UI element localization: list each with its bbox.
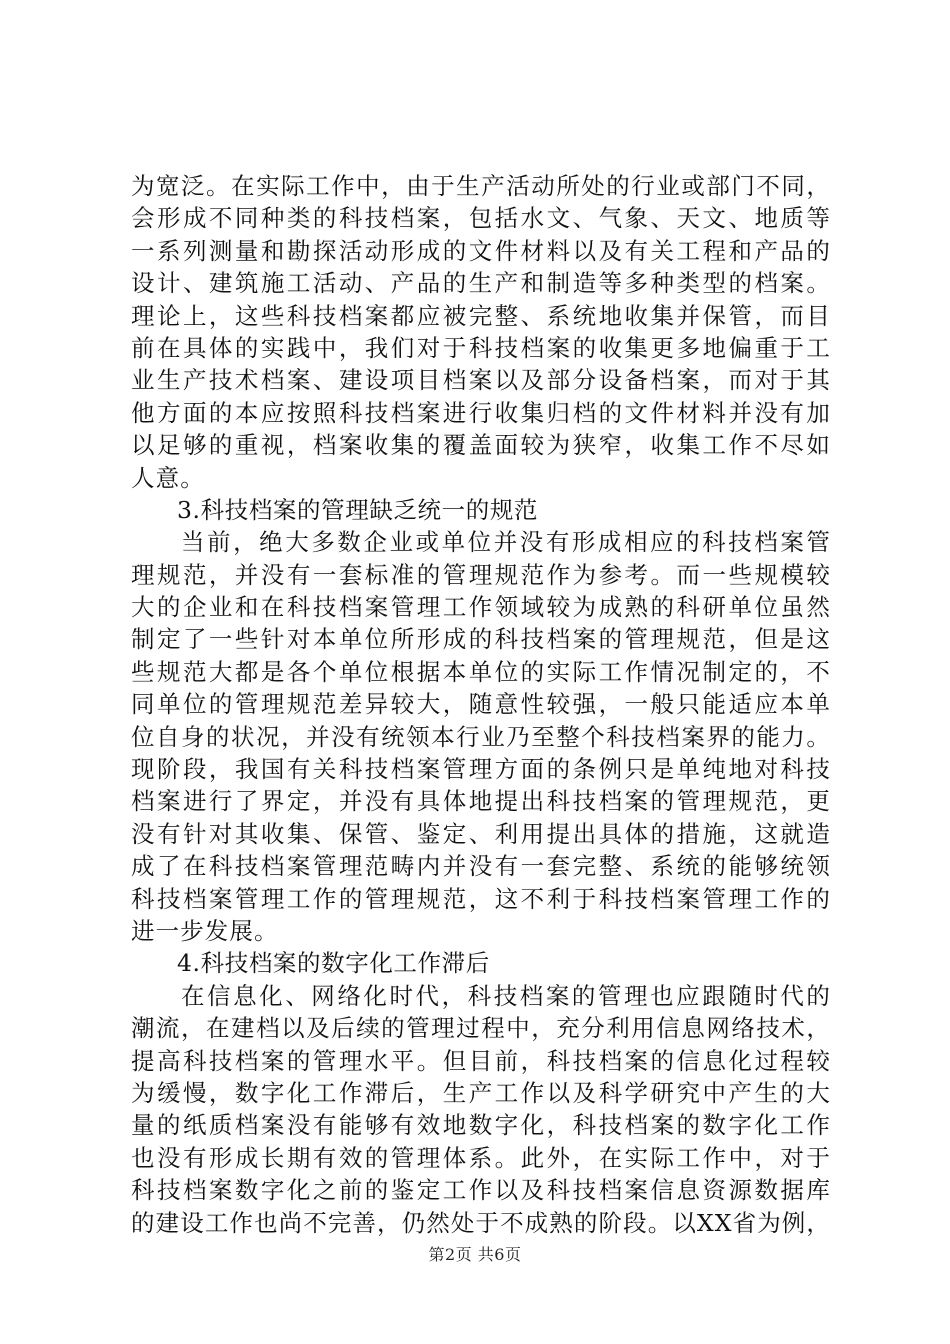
text-line: 也没有形成长期有效的管理体系。此外，在实际工作中，对于 (131, 1143, 831, 1172)
text-line: 科技档案数字化之前的鉴定工作以及科技档案信息资源数据库 (131, 1176, 831, 1205)
text-line: 理论上，这些科技档案都应被完整、系统地收集并保管，而目 (131, 301, 831, 330)
text-line: 设计、建筑施工活动、产品的生产和制造等多种类型的档案。 (131, 269, 831, 298)
text-line: 制定了一些针对本单位所形成的科技档案的管理规范，但是这 (131, 625, 831, 654)
text-line: 科技档案管理工作的管理规范，这不利于科技档案管理工作的 (131, 884, 831, 913)
text-line: 业生产技术档案、建设项目档案以及部分设备档案，而对于其 (131, 366, 831, 395)
text-line: 会形成不同种类的科技档案，包括水文、气象、天文、地质等 (131, 204, 831, 233)
text-line: 前在具体的实践中，我们对于科技档案的收集更多地偏重于工 (131, 333, 831, 362)
text-line: 在信息化、网络化时代，科技档案的管理也应跟随时代的 (181, 981, 831, 1010)
text-line: 大的企业和在科技档案管理工作领域较为成熟的科研单位虽然 (131, 593, 831, 622)
text-line: 为缓慢，数字化工作滞后，生产工作以及科学研究中产生的大 (131, 1078, 831, 1107)
text-line: 进一步发展。 (131, 916, 279, 945)
text-line: 人意。 (131, 463, 205, 492)
text-line: 为宽泛。在实际工作中，由于生产活动所处的行业或部门不同， (131, 172, 831, 200)
text-line: 现阶段，我国有关科技档案管理方面的条例只是单纯地对科技 (131, 755, 831, 784)
text-line: 提高科技档案的管理水平。但目前，科技档案的信息化过程较 (131, 1046, 831, 1075)
text-line: 潮流，在建档以及后续的管理过程中，充分利用信息网络技术， (131, 1014, 831, 1043)
section-heading: 4.科技档案的数字化工作滞后 (177, 949, 490, 978)
text-line: 以足够的重视，档案收集的覆盖面较为狭窄，收集工作不尽如 (131, 431, 831, 460)
text-line: 档案进行了界定，并没有具体地提出科技档案的管理规范，更 (131, 787, 831, 816)
text-line: 同单位的管理规范差异较大，随意性较强，一般只能适应本单 (131, 690, 831, 719)
text-line: 理规范，并没有一套标准的管理规范作为参考。而一些规模较 (131, 560, 831, 589)
text-line: 位自身的状况，并没有统领本行业乃至整个科技档案界的能力。 (131, 722, 831, 751)
page-footer: 第2页 共6页 (428, 1245, 522, 1264)
text-line: 没有针对其收集、保管、鉴定、利用提出具体的措施，这就造 (131, 819, 831, 848)
text-line: 他方面的本应按照科技档案进行收集归档的文件材料并没有加 (131, 398, 831, 427)
document-body (131, 170, 831, 1239)
text-line: 成了在科技档案管理范畴内并没有一套完整、系统的能够统领 (131, 852, 831, 881)
text-line: 当前，绝大多数企业或单位并没有形成相应的科技档案管 (181, 528, 831, 557)
text-line: 些规范大都是各个单位根据本单位的实际工作情况制定的，不 (131, 657, 831, 686)
section-heading: 3.科技档案的管理缺乏统一的规范 (177, 495, 539, 524)
text-line: 量的纸质档案没有能够有效地数字化，科技档案的数字化工作 (131, 1111, 831, 1140)
text-line: 的建设工作也尚不完善，仍然处于不成熟的阶段。以XX省为例， (131, 1208, 831, 1237)
text-line: 一系列测量和勘探活动形成的文件材料以及有关工程和产品的 (131, 236, 831, 265)
